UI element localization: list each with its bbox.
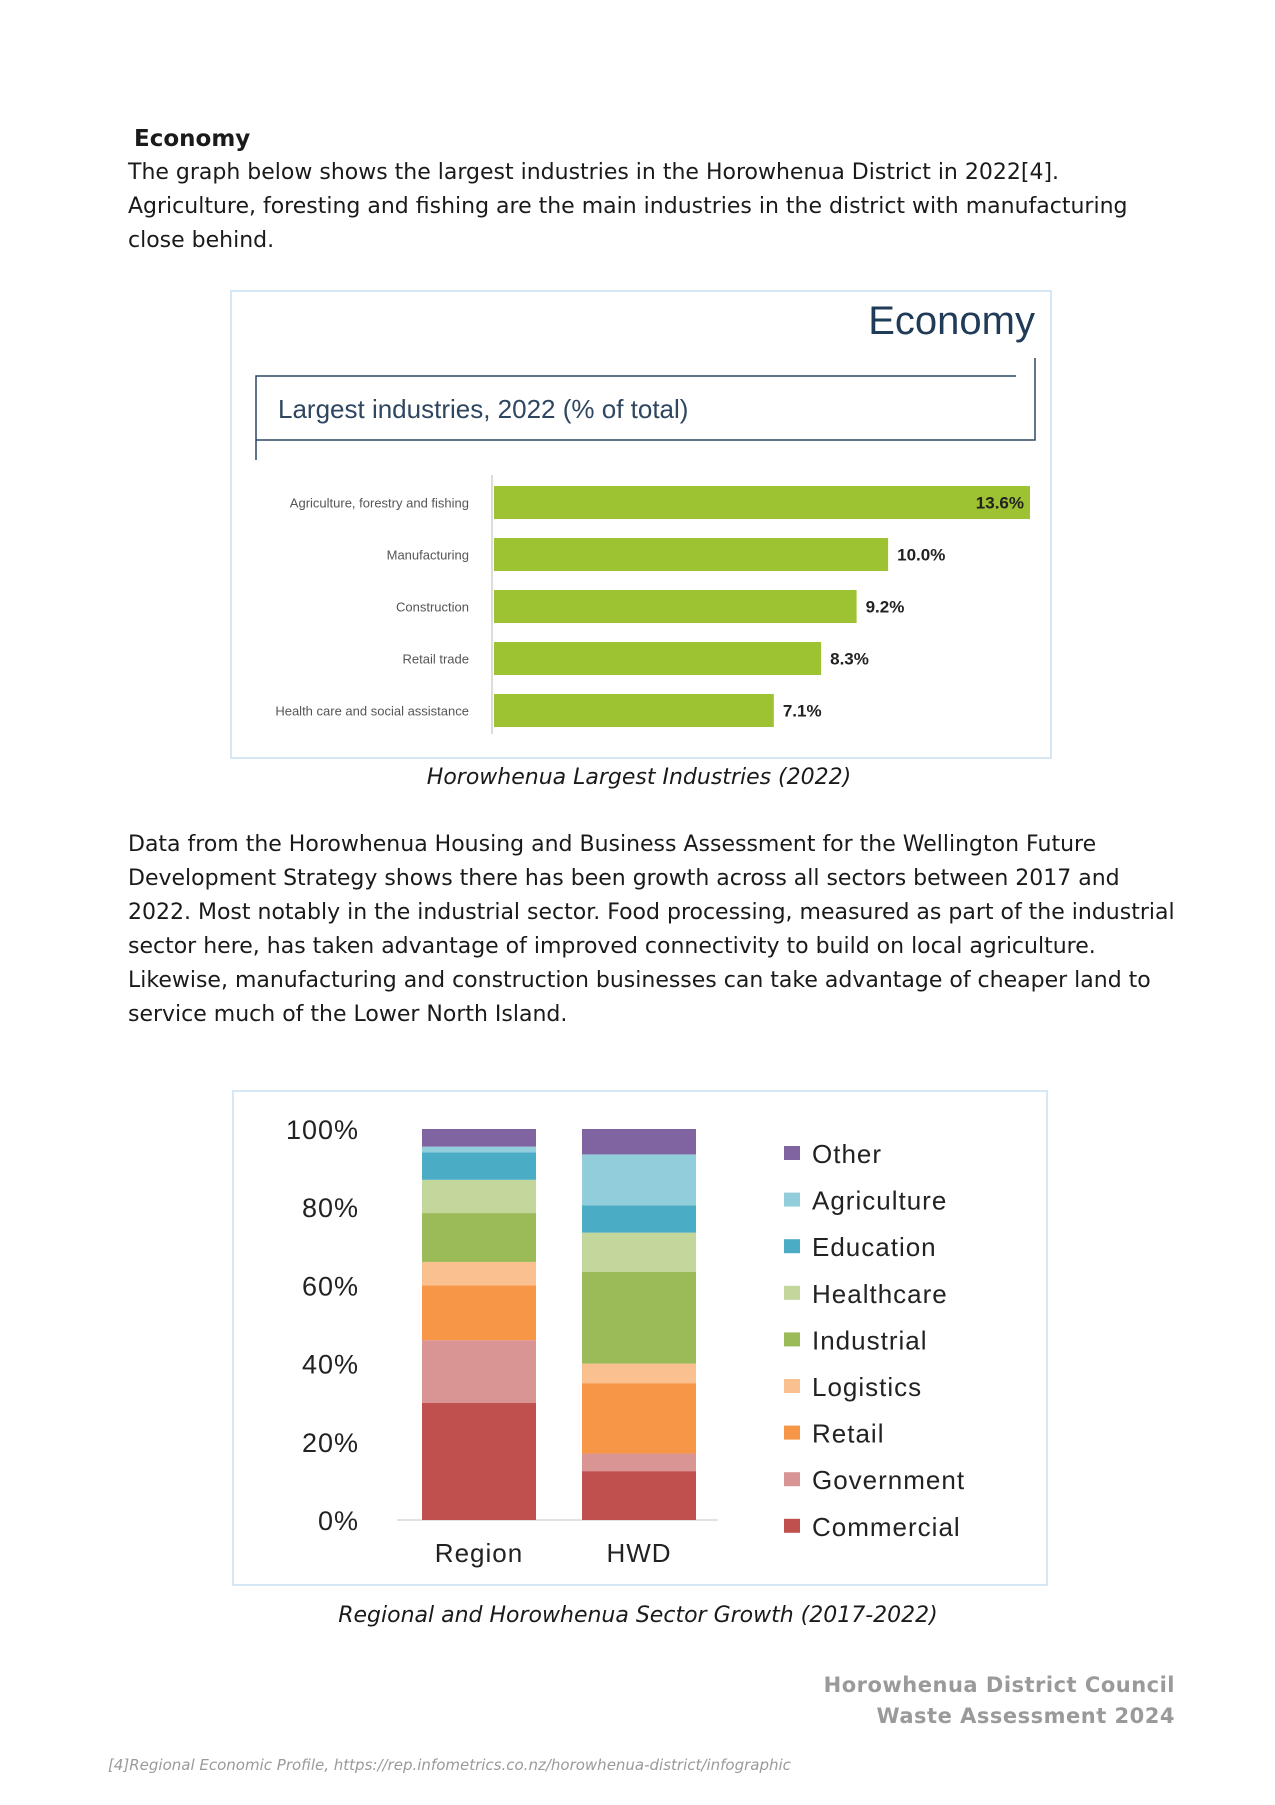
legend-label: Logistics (812, 1372, 923, 1402)
body-paragraph (128, 828, 1175, 1032)
legend-label: Commercial (812, 1511, 961, 1542)
y-tick-label: 80% (301, 1193, 359, 1224)
y-tick-label: 0% (317, 1506, 359, 1536)
footer-doc: Waste Assessment 2024 (876, 1704, 1175, 1728)
data-label: 10.0% (897, 545, 946, 565)
body-line: Data from the Horowhenua Housing and Business Assessment for the Wellington Future (128, 832, 1097, 857)
body-line: service much of the Lower North Island. (128, 1002, 568, 1027)
legend-swatch (784, 1193, 800, 1207)
bar-segment (422, 1152, 536, 1179)
data-label: 8.3% (830, 649, 869, 669)
bar-segment (422, 1180, 536, 1213)
legend-label: Industrial (812, 1325, 928, 1356)
figure-caption: Regional and Horowhenua Sector Growth (2017-2022) (338, 1603, 938, 1628)
footer-brand (824, 1670, 1175, 1732)
data-label: 7.1% (782, 701, 822, 721)
legend-swatch (784, 1379, 800, 1393)
legend-label: Education (812, 1232, 937, 1263)
bar (494, 642, 821, 675)
bar-segment (582, 1233, 696, 1272)
y-tick-label: 100% (285, 1115, 359, 1145)
chart-title: Largest industries, 2022 (% of total) (278, 394, 689, 424)
industries-chart (232, 292, 1050, 757)
category-label: Construction (396, 599, 469, 615)
industries-figure (230, 290, 1052, 759)
bar-segment (582, 1205, 696, 1232)
body-line: Development Strategy shows there has been growth across all sectors between 2017 and (128, 866, 1120, 891)
bar-segment (582, 1129, 696, 1154)
bar-segment (422, 1147, 536, 1153)
footer-org: Horowhenua District Council (823, 1673, 1175, 1697)
bar-segment (582, 1364, 696, 1384)
bar-segment (422, 1285, 536, 1340)
body-line: sector here, has taken advantage of improved connectivity to build on local agriculture. (128, 934, 1096, 959)
legend-label: Government (812, 1465, 966, 1496)
chart-banner: Economy (868, 299, 1035, 343)
bar-segment (582, 1383, 696, 1453)
footnote: [4]Regional Economic Profile, https://rep.infometrics.co.nz/horowhenua-district/infographic (108, 1756, 791, 1774)
legend-swatch (784, 1286, 800, 1300)
data-label: 9.2% (865, 597, 905, 617)
legend-label: Healthcare (812, 1278, 948, 1309)
bar-segment (582, 1154, 696, 1205)
intro-line: Agriculture, foresting and fishing are the main industries in the district with manufacturing (128, 194, 1128, 219)
legend-swatch (784, 1146, 800, 1160)
intro-line: close behind. (128, 228, 275, 253)
intro-line: The graph below shows the largest industries in the Horowhenua District in 2022[4]. (128, 160, 1060, 185)
bar-segment (422, 1262, 536, 1285)
bar-segment (422, 1129, 536, 1147)
legend-swatch (784, 1519, 800, 1533)
bar-segment (582, 1272, 696, 1364)
category-label: Retail trade (402, 651, 469, 667)
bar-segment (422, 1340, 536, 1403)
sector-growth-chart (234, 1092, 1046, 1584)
intro-paragraph (128, 156, 1168, 258)
bar (494, 590, 857, 623)
bar-segment (422, 1403, 536, 1520)
bar (494, 486, 1030, 519)
body-line: Likewise, manufacturing and construction businesses can take advantage of cheaper land to (128, 968, 1151, 993)
bar-segment (582, 1471, 696, 1520)
category-label: Agriculture, forestry and fishing (289, 495, 469, 511)
figure-caption: Horowhenua Largest Industries (2022) (426, 765, 852, 790)
x-tick-label: Region (434, 1538, 524, 1568)
legend-swatch (784, 1472, 800, 1486)
bar (494, 694, 774, 727)
y-tick-label: 40% (301, 1349, 359, 1380)
category-label: Manufacturing (386, 547, 469, 563)
sector-growth-figure (232, 1090, 1048, 1586)
x-tick-label: HWD (606, 1538, 672, 1568)
y-tick-label: 60% (301, 1271, 359, 1302)
bar (494, 538, 888, 571)
bar-segment (582, 1454, 696, 1472)
body-line: 2022. Most notably in the industrial sector. Food processing, measured as part of the industrial (128, 900, 1175, 925)
legend-swatch (784, 1332, 800, 1346)
data-label: 13.6% (975, 493, 1024, 513)
bar-segment (422, 1213, 536, 1262)
legend-swatch (784, 1239, 800, 1253)
section-heading: Economy (134, 126, 251, 152)
legend-label: Other (812, 1139, 883, 1169)
category-label: Health care and social assistance (275, 703, 469, 719)
legend-label: Retail (812, 1418, 885, 1449)
y-tick-label: 20% (301, 1427, 359, 1458)
legend-swatch (784, 1426, 800, 1440)
legend-label: Agriculture (812, 1185, 948, 1216)
